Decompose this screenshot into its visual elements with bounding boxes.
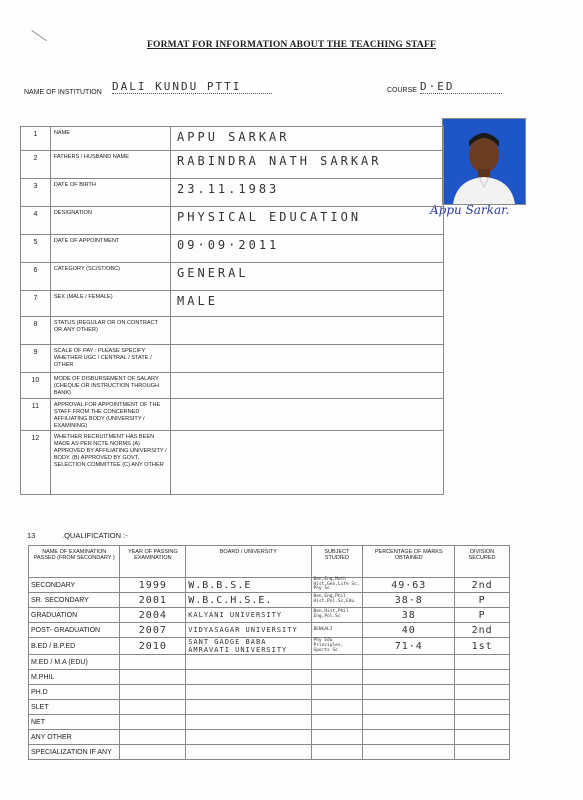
qual-row [29, 578, 510, 593]
qual-subject [311, 730, 363, 745]
form-title: FORMAT FOR INFORMATION ABOUT THE TEACHING STAFF [147, 40, 436, 50]
signature: Appu Sarkar. [430, 203, 510, 217]
qual-exam: ANY OTHER [29, 730, 120, 745]
qual-subject [311, 745, 363, 760]
info-row [21, 151, 444, 179]
applicant-photo [442, 118, 526, 205]
row-value [171, 430, 444, 494]
qual-subject: Phy Edu Principles, Sports Sc [311, 638, 363, 655]
row-number: 8 [21, 317, 51, 345]
info-row [21, 430, 444, 494]
qual-board [186, 730, 311, 745]
qual-year [120, 670, 186, 685]
qual-subject: BENGALI [311, 623, 363, 638]
qual-year [120, 685, 186, 700]
qual-division [455, 715, 510, 730]
qual-percent: 71·4 [363, 638, 455, 655]
qual-subject [311, 685, 363, 700]
qual-board: SANT GADGE BABA AMRAVATI UNIVERSITY [186, 638, 311, 655]
qual-division: P [455, 608, 510, 623]
qual-subject: Ben,Eng,Phil Hist,Pol.Sc,Edu [311, 593, 363, 608]
qual-division [455, 730, 510, 745]
qual-row [29, 730, 510, 745]
qual-row [29, 638, 510, 655]
staff-info-table [20, 126, 444, 495]
qual-exam: NET [29, 715, 120, 730]
qual-exam: SECONDARY [29, 578, 120, 593]
qual-header: SUBJECT STUDIED [311, 546, 363, 578]
qual-division [455, 685, 510, 700]
qual-header: BOARD / UNIVERSITY [186, 546, 311, 578]
qual-header: NAME OF EXAMINATION PASSED (FROM SECONDARY ) [29, 546, 120, 578]
qual-subject [311, 700, 363, 715]
qual-board: VIDYASAGAR UNIVERSITY [186, 623, 311, 638]
course-value: D·ED [420, 80, 502, 94]
qual-subject: Ben,Hist,Phil Eng,Pol.Sc [311, 608, 363, 623]
qual-division [455, 745, 510, 760]
row-label: DATE OF APPOINTMENT [50, 235, 170, 263]
row-value: GENERAL [171, 263, 444, 291]
qualification-number: 13 [27, 531, 36, 540]
row-label: WHETHER RECRUITMENT HAS BEEN MADE AS PER NCTE NORMS (A) APPROVED BY AFFILIATING UNIVERSITY / BODY. (B) APPROVED BY GOVT. SELECTION COMMITTEE (C) ANY OTHER [50, 430, 170, 494]
qualification-table [28, 545, 510, 760]
row-value: 23.11.1983 [171, 179, 444, 207]
qual-board [186, 700, 311, 715]
row-label: DESIGNATION [50, 207, 170, 235]
qual-exam: POST- GRADUATION [29, 623, 120, 638]
qual-board: W.B.B.S.E [186, 578, 311, 593]
qual-percent [363, 700, 455, 715]
qual-exam: SPECIALIZATION IF ANY [29, 745, 120, 760]
row-label: SCALE OF PAY : PLEASE SPECIFY WHETHER UGC / CENTRAL / STATE / OTHER [50, 345, 170, 373]
row-label: SEX (MALE / FEMALE) [50, 291, 170, 317]
info-row [21, 207, 444, 235]
qual-percent [363, 655, 455, 670]
qual-percent [363, 685, 455, 700]
qual-header: YEAR OF PASSING EXAMINATION [120, 546, 186, 578]
row-value [171, 373, 444, 399]
qual-percent: 49·63 [363, 578, 455, 593]
row-label: CATEGORY (SC/ST/OBC) [50, 263, 170, 291]
qual-row [29, 745, 510, 760]
row-value: RABINDRA NATH SARKAR [171, 151, 444, 179]
row-number: 11 [21, 399, 51, 431]
qual-division: 2nd [455, 578, 510, 593]
institution-label: NAME OF INSTITUTION [24, 89, 102, 96]
qual-header: DIVISION SECURED [455, 546, 510, 578]
qual-exam: SR. SECONDARY [29, 593, 120, 608]
person-photo-icon [443, 119, 525, 204]
qual-year: 2010 [120, 638, 186, 655]
qualification-heading: .QUALIFICATION :- [62, 531, 128, 540]
qual-row [29, 593, 510, 608]
row-number: 2 [21, 151, 51, 179]
qual-division: 2nd [455, 623, 510, 638]
row-number: 5 [21, 235, 51, 263]
qual-division: 1st [455, 638, 510, 655]
qual-subject [311, 715, 363, 730]
row-label: APPROVAL FOR APPOINTMENT OF THE STAFF FROM THE CONCERNED AFFILIATING BODY (UNIVERSITY / EXAMINING) [50, 399, 170, 431]
qual-header: PERCENTAGE OF MARKS OBTAINED [363, 546, 455, 578]
row-value: 09·09·2011 [171, 235, 444, 263]
row-number: 3 [21, 179, 51, 207]
row-number: 9 [21, 345, 51, 373]
info-row [21, 345, 444, 373]
info-row [21, 291, 444, 317]
row-value [171, 317, 444, 345]
qual-exam: B.ED / B.P.ED [29, 638, 120, 655]
institution-value: DALI KUNDU PTTI [112, 80, 272, 94]
row-label: NAME [50, 127, 170, 151]
qual-division [455, 655, 510, 670]
qual-exam: PH.D [29, 685, 120, 700]
row-number: 4 [21, 207, 51, 235]
course-label: COURSE [387, 87, 417, 94]
qual-exam: SLET [29, 700, 120, 715]
row-label: DATE OF BIRTH [50, 179, 170, 207]
qual-row [29, 655, 510, 670]
row-number: 10 [21, 373, 51, 399]
qual-division: P [455, 593, 510, 608]
qual-percent: 40 [363, 623, 455, 638]
qual-subject [311, 655, 363, 670]
info-row [21, 127, 444, 151]
qual-year [120, 730, 186, 745]
row-value [171, 399, 444, 431]
qual-row [29, 700, 510, 715]
qual-board: KALYANI UNIVERSITY [186, 608, 311, 623]
qual-subject [311, 670, 363, 685]
qual-percent [363, 730, 455, 745]
qual-division [455, 670, 510, 685]
row-label: STATUS (REGULAR OR ON CONTRACT OR ANY OTHER) [50, 317, 170, 345]
row-label: FATHERS / HUSBAND NAME [50, 151, 170, 179]
qual-year: 2001 [120, 593, 186, 608]
qual-board [186, 685, 311, 700]
qual-subject: Ben,Eng,Math Hist,Geo,Life Sc, Phy Sc [311, 578, 363, 593]
qual-row [29, 715, 510, 730]
qual-exam: M.ED / M.A (EDU) [29, 655, 120, 670]
qual-board [186, 745, 311, 760]
row-value: PHYSICAL EDUCATION [171, 207, 444, 235]
qual-board [186, 715, 311, 730]
qual-row [29, 685, 510, 700]
qual-division [455, 700, 510, 715]
qual-year [120, 715, 186, 730]
info-row [21, 373, 444, 399]
info-row [21, 317, 444, 345]
info-row [21, 263, 444, 291]
row-number: 6 [21, 263, 51, 291]
qual-percent: 38 [363, 608, 455, 623]
info-row [21, 235, 444, 263]
row-number: 7 [21, 291, 51, 317]
qual-year [120, 700, 186, 715]
qual-board [186, 655, 311, 670]
qual-year: 2004 [120, 608, 186, 623]
info-row [21, 399, 444, 431]
row-number: 1 [21, 127, 51, 151]
qual-percent [363, 670, 455, 685]
qual-row [29, 623, 510, 638]
qual-row [29, 670, 510, 685]
qual-exam: M.PHIL [29, 670, 120, 685]
qual-board: W.B.C.H.S.E. [186, 593, 311, 608]
qual-row [29, 608, 510, 623]
row-value: APPU SARKAR [171, 127, 444, 151]
qual-percent [363, 745, 455, 760]
qual-percent: 38·8 [363, 593, 455, 608]
qual-percent [363, 715, 455, 730]
qual-exam: GRADUATION [29, 608, 120, 623]
qual-year [120, 655, 186, 670]
info-row [21, 179, 444, 207]
row-value: MALE [171, 291, 444, 317]
qual-year: 2007 [120, 623, 186, 638]
qual-board [186, 670, 311, 685]
qual-year [120, 745, 186, 760]
row-value [171, 345, 444, 373]
qual-year: 1999 [120, 578, 186, 593]
row-number: 12 [21, 430, 51, 494]
row-label: MODE OF DISBURSEMENT OF SALARY (CHEQUE OR INSTRUCTION THROUGH BANK) [50, 373, 170, 399]
